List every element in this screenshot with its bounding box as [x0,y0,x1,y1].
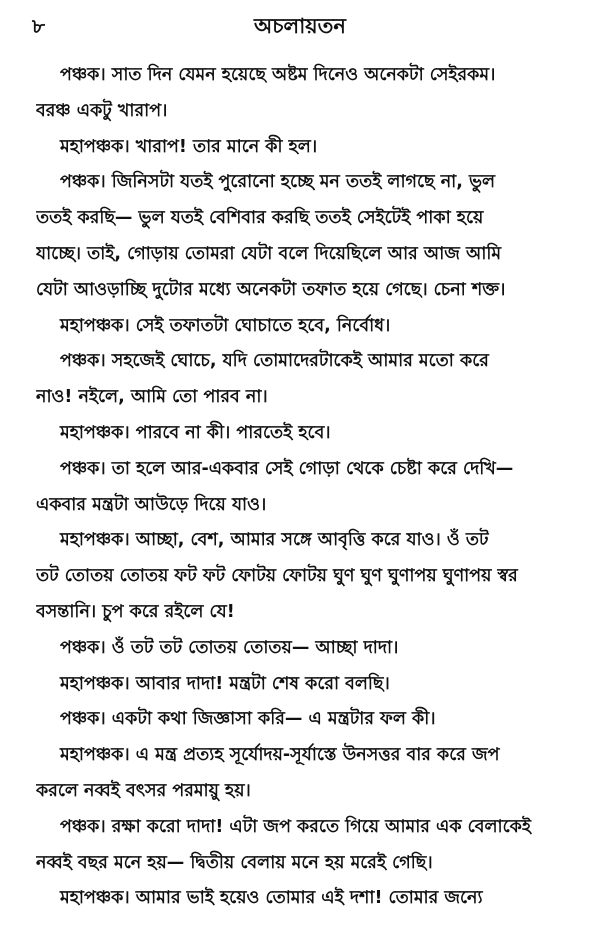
page-number: ৮ [32,14,45,38]
text-line: মহাপঞ্চক। সেই তফাতটা ঘোচাতে হবে, নির্বোধ। [60,315,391,336]
text-line: ততই করছি— ভুল যতই বেশিবার করছি ততই সেইটেই পাকা হয়ে [36,208,484,229]
text-line: পঞ্চক। ওঁ তট তট তোতয় তোতয়— আচ্ছা দাদা। [60,637,399,658]
text-line: তট তোতয় তোতয় ফট ফট ফোটয় ফোটয় ঘুণ ঘুণ ঘুণাপয় ঘুণাপয় স্বর [36,566,518,587]
text-line: পঞ্চক। সহজেই ঘোচে, যদি তোমাদেরটাকেই আমার মতো করে [60,351,489,372]
text-line: মহাপঞ্চক। এ মন্ত্র প্রত্যহ সূর্যোদয়-সূর্যাস্তে উনসত্তর বার করে জপ [60,745,500,766]
text-line: যেটা আওড়াচ্ছি দুটোর মধ্যে অনেকটা তফাত হয়ে গেছে। চেনা শক্ত। [36,279,506,300]
text-line: পঞ্চক। রক্ষা করো দাদা! এটা জপ করতে গিয়ে আমার এক বেলাকেই [60,816,531,837]
text-line: নব্বই বছর মনে হয়— দ্বিতীয় বেলায় মনে হয় মরেই গেছি। [36,852,433,873]
text-line: পঞ্চক। একটা কথা জিজ্ঞাসা করি— এ মন্ত্রটার ফল কী। [60,709,436,730]
page-header [0,8,600,42]
text-line: করলে নব্বই বৎসর পরমায়ু হয়। [36,780,251,801]
page-body [36,58,576,917]
text-line: পঞ্চক। তা হলে আর-একবার সেই গোড়া থেকে চেষ্টা করে দেখি— [60,458,514,479]
text-line: মহাপঞ্চক। আবার দাদা! মন্ত্রটা শেষ করো বলছি। [60,673,390,694]
text-line: যাচ্ছে। তাই, গোড়ায় তোমরা যেটা বলে দিয়েছিলে আর আজ আমি [36,243,502,264]
text-line: মহাপঞ্চক। আচ্ছা, বেশ, আমার সঙ্গে আবৃত্তি করে যাও। ওঁ তট [60,530,489,551]
text-line: পঞ্চক। সাত দিন যেমন হয়েছে অষ্টম দিনেও অনেকটা সেইরকম। [60,65,496,85]
text-line: পঞ্চক। জিনিসটা যতই পুরোনো হচ্ছে মন ততই লাগছে না, ভুল [60,172,496,193]
text-line: নাও! নইলে, আমি তো পারব না। [36,387,268,408]
text-line: একবার মন্ত্রটা আউড়ে দিয়ে যাও। [36,494,267,515]
text-line: বসন্তানি। চুপ করে রইলে যে! [36,601,235,622]
text-line: বরঞ্চ একটু খারাপ। [36,100,168,121]
text-line: মহাপঞ্চক। খারাপ! তার মানে কী হল। [60,136,318,157]
text-line: মহাপঞ্চক। পারবে না কী। পারতেই হবে। [60,422,331,443]
running-title: অচলায়তন [254,14,346,38]
text-line: মহাপঞ্চক। আমার ভাই হয়েও তোমার এই দশা! তোমার জন্যে [60,888,483,909]
